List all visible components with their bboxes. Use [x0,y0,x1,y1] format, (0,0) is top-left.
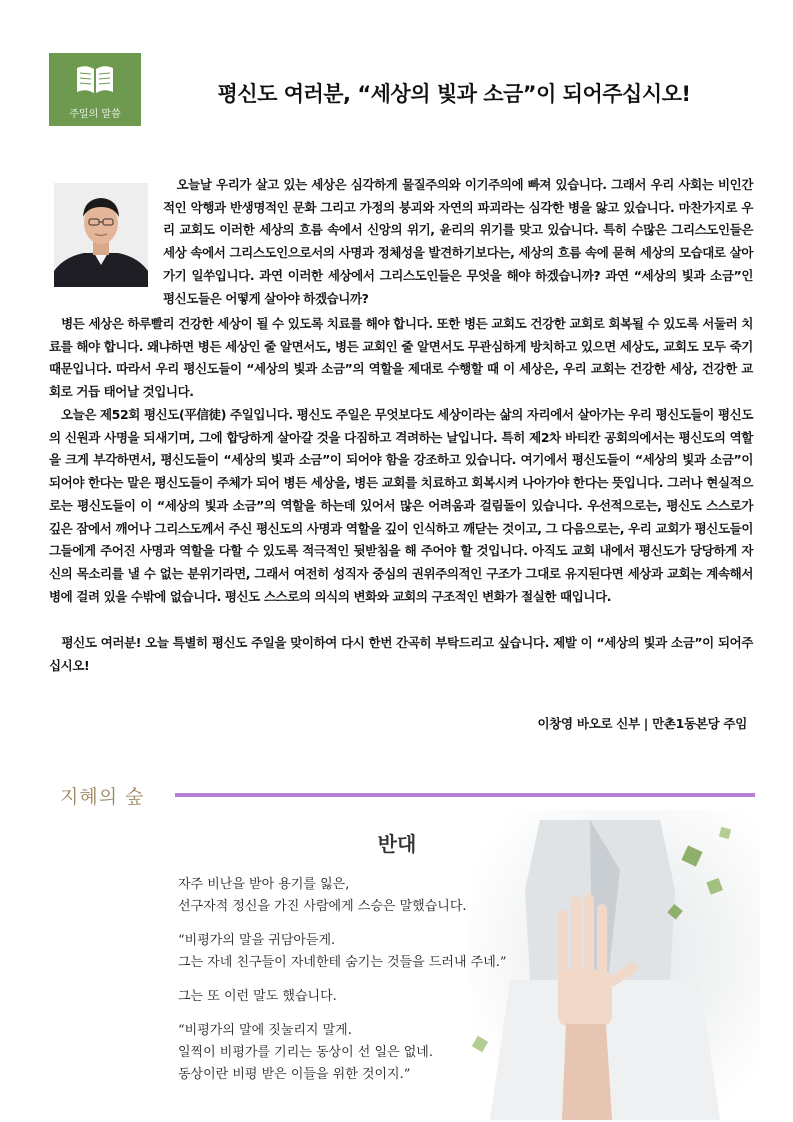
poem-line: 그는 또 이런 말도 했습니다. [178,989,337,1004]
section-label: 지혜의 숲 [60,786,145,808]
article-paragraph: 병든 세상은 하루빨리 건강한 세상이 될 수 있도록 치료를 해야 합니다. 또한 병든 교회도 건강한 교회로 회복될 수 있도록 서둘러 치료를 해야 합니다. 왜냐하면 병든 세상인 줄 알면서도, 병든 교회인 줄 알면서도 무관심하게 방치하고 있으면 세상도, 교회도 모두 죽기 때문입니다. 따라서 우리 평신도들이 “세상의 빛과 소금”의 역할을 제대로 수행할 때 이 세상은, 우리 교회는 건강한 세상, 건강한 교회로 거듭 태어날 것입니다. [49,316,753,400]
poem-line: 동상이란 비평 받은 이들을 위한 것이지.” [178,1067,411,1082]
poem-line: 그는 자네 친구들이 자네한테 숨기는 것들을 드러내 주네.” [178,955,507,970]
poem-text [178,874,518,1086]
book-icon [75,63,115,95]
poem-title: 반대 [377,832,417,856]
article-intro: 오늘날 우리가 살고 있는 세상은 심각하게 물질주의와 이기주의에 빠져 있습니다. 그래서 우리 사회는 비인간적인 악행과 반생명적인 문화 그리고 가정의 붕괴와 자연의 파괴라는 심각한 병을 앓고 있습니다. 마찬가지로 우리 교회도 이러한 세상의 흐름 속에서 신앙의 위기, 윤리의 위기를 맞고 있습니다. 특히 수많은 그리스도인들은 세상 속에서 그리스도인으로서의 사명과 정체성을 발견하기보다는, 세상의 흐름 속에 묻혀 세상의 모습대로 살아가기 일쑤입니다. 과연 이러한 세상에서 그리스도인들은 무엇을 해야 하겠습니까? 과연 “세상의 빛과 소금”인 평신도들은 어떻게 살아야 하겠습니까? [163,177,753,306]
poem-line: 일찍이 비평가를 기리는 동상이 선 일은 없네. [178,1045,433,1060]
poem-line: “비평가의 말을 귀담아듣게. [178,933,336,948]
page-title: 평신도 여러분, “세상의 빛과 소금”이 되어주십시오! [217,82,691,106]
article-paragraph: 오늘은 제52회 평신도(平信徒) 주일입니다. 평신도 주일은 무엇보다도 세상이라는 삶의 자리에서 살아가는 우리 평신도들이 평신도의 신원과 사명을 되새기며, 그에 합당하게 살아갈 것을 다짐하고 격려하는 날입니다. 특히 제2차 바티칸 공회의에서는 평신도의 역할을 크게 부각하면서, 평신도들이 “세상의 빛과 소금”이 되어야 함을 강조하고 있습니다. 여기에서 평신도들이 “세상의 빛과 소금”이 되어야 한다는 말은 평신도들이 주체가 되어 병든 세상을, 병든 교회를 치료하고 회복시켜 나아가야 한다는 뜻입니다. 그러나 현실적으로는 평신도들이 이 “세상의 빛과 소금”의 역할을 하는데 있어서 많은 어려움과 걸림돌이 있습니다. 우선적으로는, 평신도 스스로가 깊은 잠에서 깨어나 그리스도께서 주신 평신도의 사명과 역할을 깊이 인식하고 깨닫는 것이고, 그 다음으로는, 우리 교회가 평신도들이 그들에게 주어진 사명과 역할을 다할 수 있도록 적극적인 뒷받침을 해 주어야 할 것입니다. 아직도 교회 내에서 평신도가 당당하게 자신의 목소리를 낼 수 없는 분위기라면, 그래서 여전히 성직자 중심의 권위주의적인 구조가 그대로 유지된다면 세상과 교회는 계속해서 병에 걸려 있을 수밖에 없습니다. 평신도 스스로의 의식의 변화와 교회의 구조적인 변화가 절실한 때입니다. [49,407,753,604]
section-divider [175,793,755,797]
author-signature: 이창영 바오로 신부 | 만촌1동본당 주임 [537,716,747,731]
logo-label: 주일의 말씀 [69,109,121,120]
poem-line: “비평가의 말에 짓눌리지 말게. [178,1023,352,1038]
author-portrait [54,183,148,287]
poem-line: 자주 비난을 받아 용기를 잃은, [178,877,350,892]
section-logo [49,53,141,126]
article-paragraph: 평신도 여러분! 오늘 특별히 평신도 주일을 맞이하여 다시 한번 간곡히 부탁드리고 싶습니다. 제발 이 “세상의 빛과 소금”이 되어주십시오! [49,635,754,673]
poem-line: 선구자적 정신을 가진 사람에게 스승은 말했습니다. [178,899,467,914]
